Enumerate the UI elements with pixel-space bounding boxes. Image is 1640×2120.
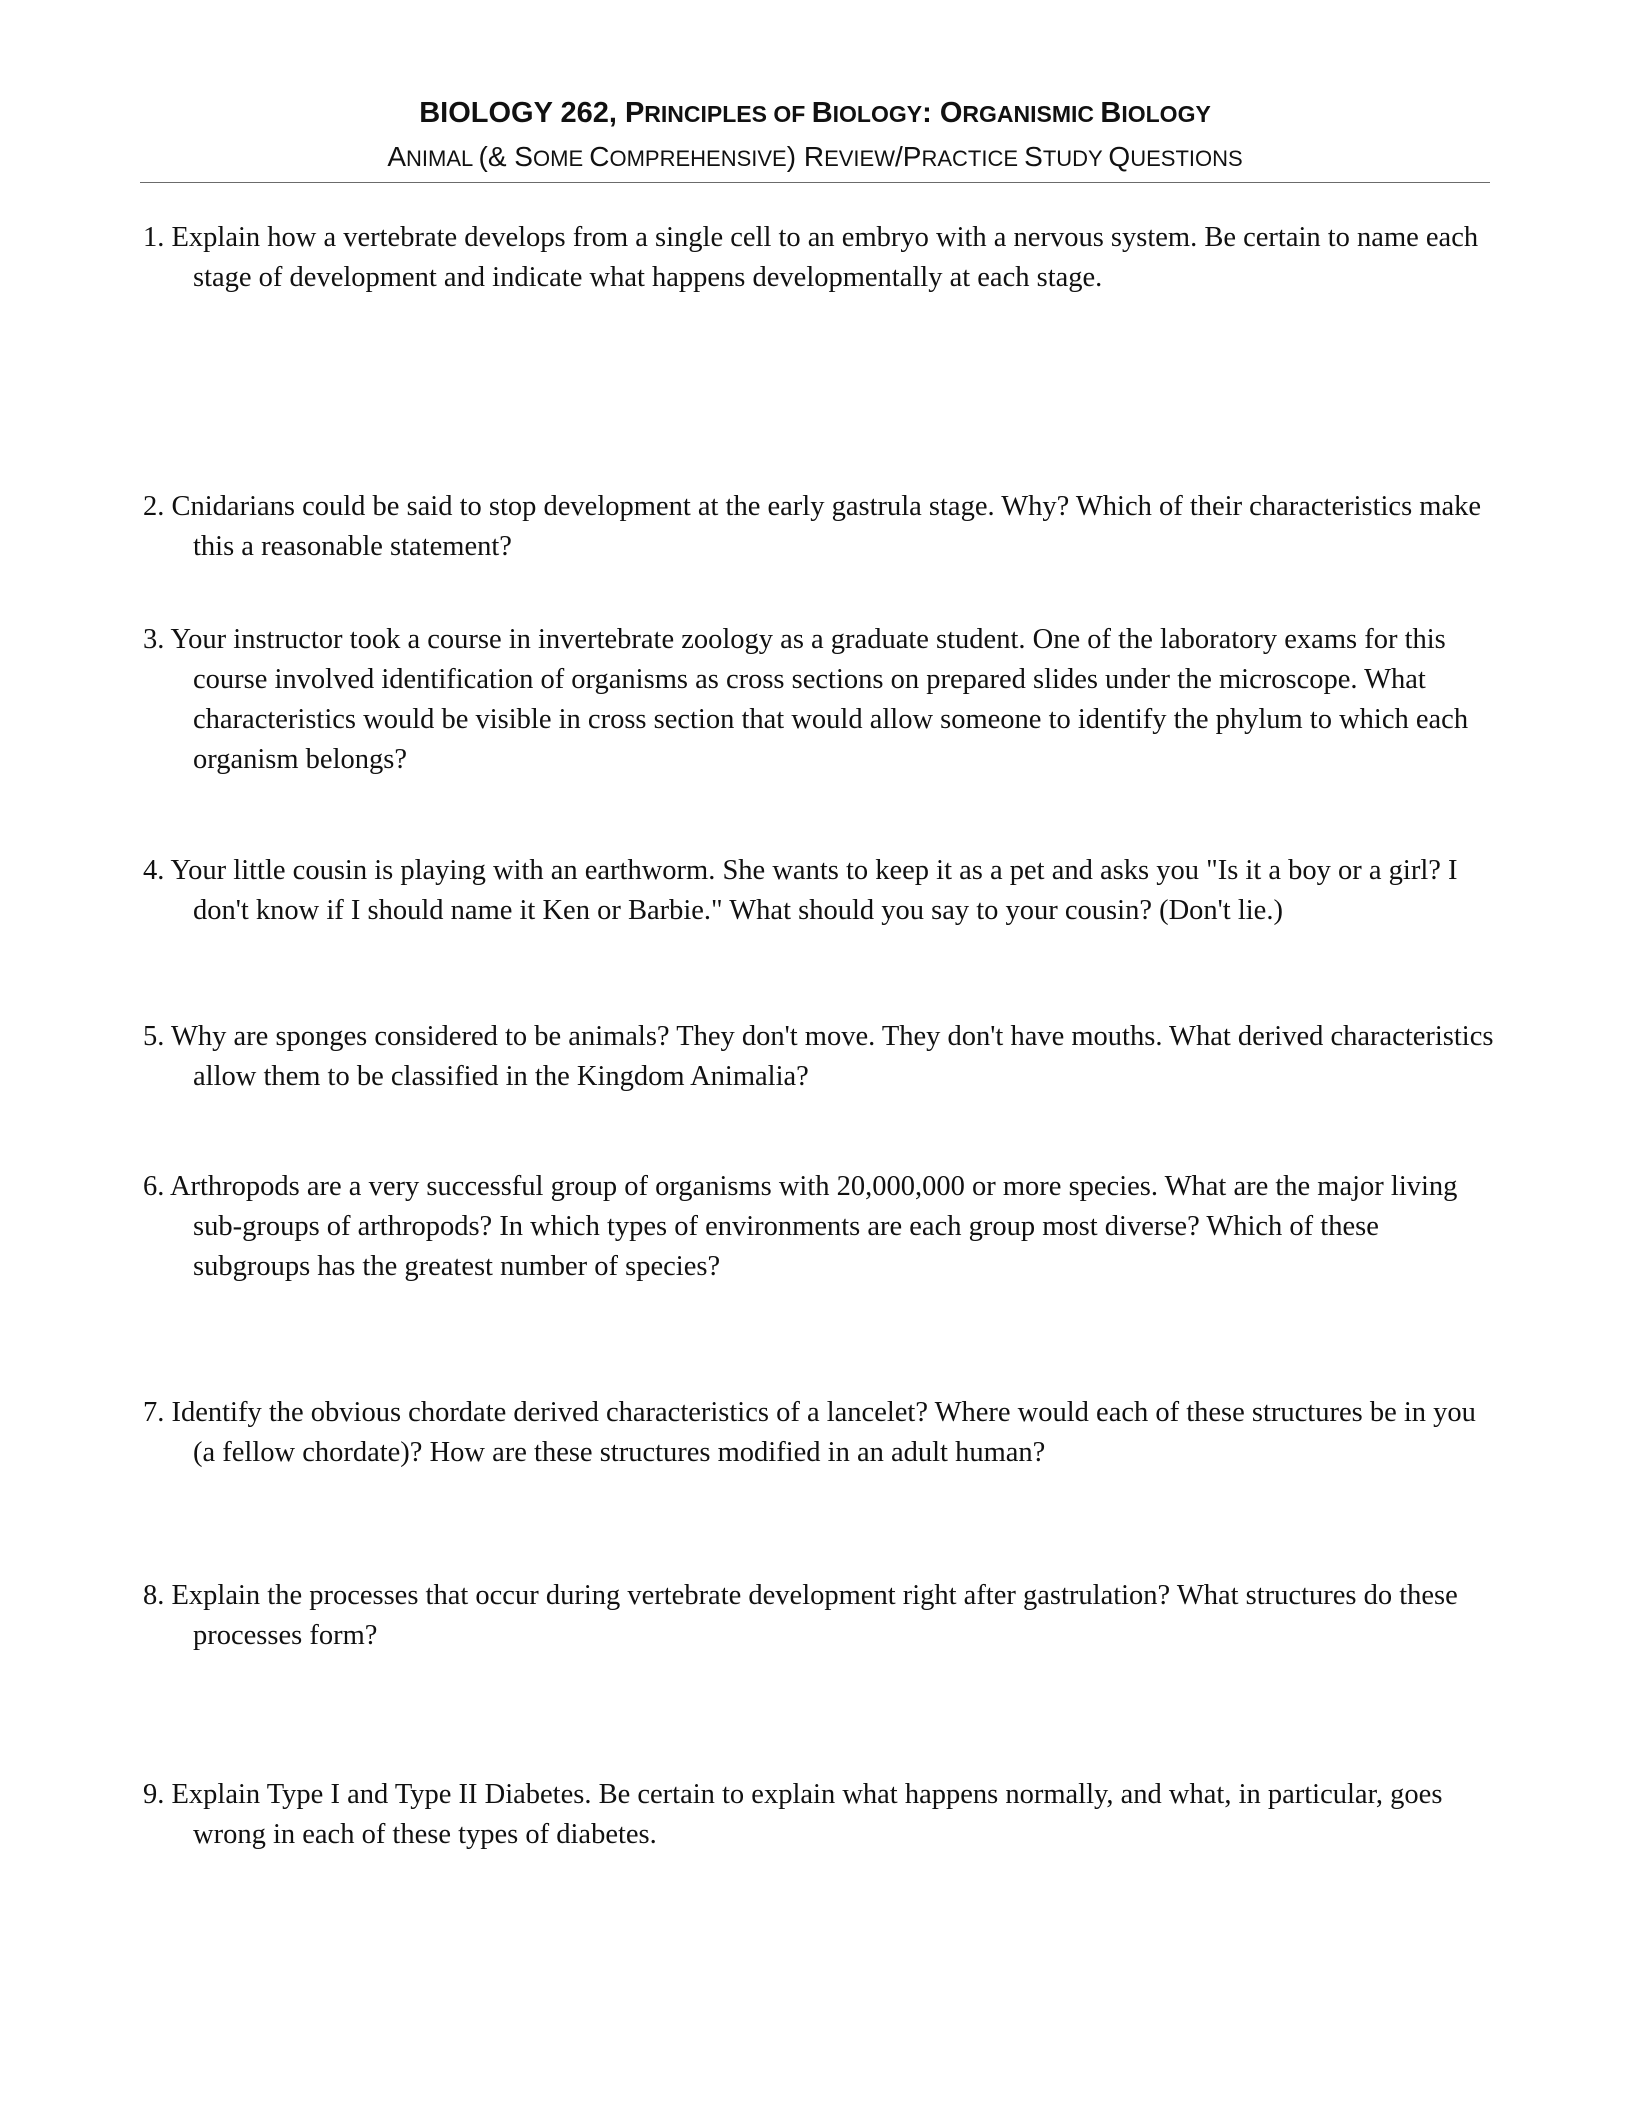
title-part: B [811, 97, 833, 129]
subtitle-part: /P [894, 141, 922, 172]
subtitle-part: S [1024, 141, 1043, 172]
question-text: Explain the processes that occur during vertebrate development right after gastrulation? What structures do these processes form? [171, 1580, 1458, 1651]
question-number: 2. [143, 491, 165, 522]
question-number: 1. [143, 222, 165, 253]
subtitle-part: TUDY [1042, 146, 1109, 171]
question-text: Your instructor took a course in invertebrate zoology as a graduate student. One of the laboratory exams for this course involved identification of organisms as cross sections on prepared slides under the microscope. What characteristics would be visible in cross section that would allow someone to identify the phylum to which each organism belongs? [170, 624, 1469, 775]
subtitle-part: OME [533, 146, 590, 171]
subtitle-part: Q [1108, 141, 1131, 172]
document-header [140, 96, 1490, 176]
question-1 [143, 218, 1503, 298]
document-subtitle [140, 140, 1490, 176]
question-text: Arthropods are a very successful group of organisms with 20,000,000 or more species. What are the major living sub-groups of arthropods? In which types of environments are each group most diverse? Which of these subgroups has the greatest number of species? [169, 1171, 1458, 1282]
question-7 [143, 1393, 1503, 1473]
question-number: 7. [143, 1397, 165, 1428]
title-part: : O [922, 97, 963, 129]
question-text: Explain how a vertebrate develops from a single cell to an embryo with a nervous system. Be certain to name each stage of development and indicate what happens developmentally at each stage. [171, 222, 1479, 293]
question-number: 8. [143, 1580, 165, 1611]
subtitle-part: NIMAL [406, 146, 479, 171]
subtitle-part: ) R [786, 141, 825, 172]
subtitle-part: (& S [478, 141, 533, 172]
title-part: IOLOGY [1121, 101, 1211, 127]
title-part: RINCIPLES OF [644, 101, 812, 127]
question-number: 5. [143, 1021, 165, 1052]
question-text: Explain Type I and Type II Diabetes. Be certain to explain what happens normally, and what, in particular, goes wrong in each of these types of diabetes. [171, 1779, 1443, 1850]
title-part: RGANISMIC [962, 101, 1101, 127]
question-text: Identify the obvious chordate derived characteristics of a lancelet? Where would each of these structures be in you (a fellow chordate)? How are these structures modified in an adult human? [171, 1397, 1476, 1468]
question-8 [143, 1576, 1503, 1656]
question-number: 3. [143, 624, 165, 655]
question-number: 4. [143, 855, 165, 886]
question-number: 6. [143, 1171, 165, 1202]
subtitle-part: RACTICE [921, 146, 1025, 171]
question-text: Your little cousin is playing with an earthworm. She wants to keep it as a pet and asks you "Is it a boy or a girl? I don't know if I should name it Ken or Barbie." What should you say to your cousin? (Don't lie.) [170, 855, 1458, 926]
title-part: BIOLOGY 262, P [419, 97, 645, 129]
title-part: B [1100, 97, 1122, 129]
title-part: IOLOGY [832, 101, 923, 127]
question-4 [143, 851, 1503, 931]
question-text: Why are sponges considered to be animals? They don't move. They don't have mouths. What derived characteristics allow them to be classified in the Kingdom Animalia? [171, 1021, 1494, 1092]
question-text: Cnidarians could be said to stop development at the early gastrula stage. Why? Which of their characteristics make this a reasonable statement? [171, 491, 1482, 562]
question-3 [143, 620, 1503, 780]
subtitle-part: EVIEW [824, 146, 895, 171]
question-9 [143, 1775, 1503, 1855]
header-divider [140, 182, 1490, 183]
question-2 [143, 487, 1503, 567]
course-title [140, 96, 1490, 131]
subtitle-part: C [589, 141, 610, 172]
question-5 [143, 1017, 1503, 1097]
subtitle-part: OMPREHENSIVE [609, 146, 787, 171]
question-number: 9. [143, 1779, 165, 1810]
question-6 [143, 1167, 1503, 1287]
subtitle-part: A [387, 141, 406, 172]
subtitle-part: UESTIONS [1130, 146, 1243, 171]
